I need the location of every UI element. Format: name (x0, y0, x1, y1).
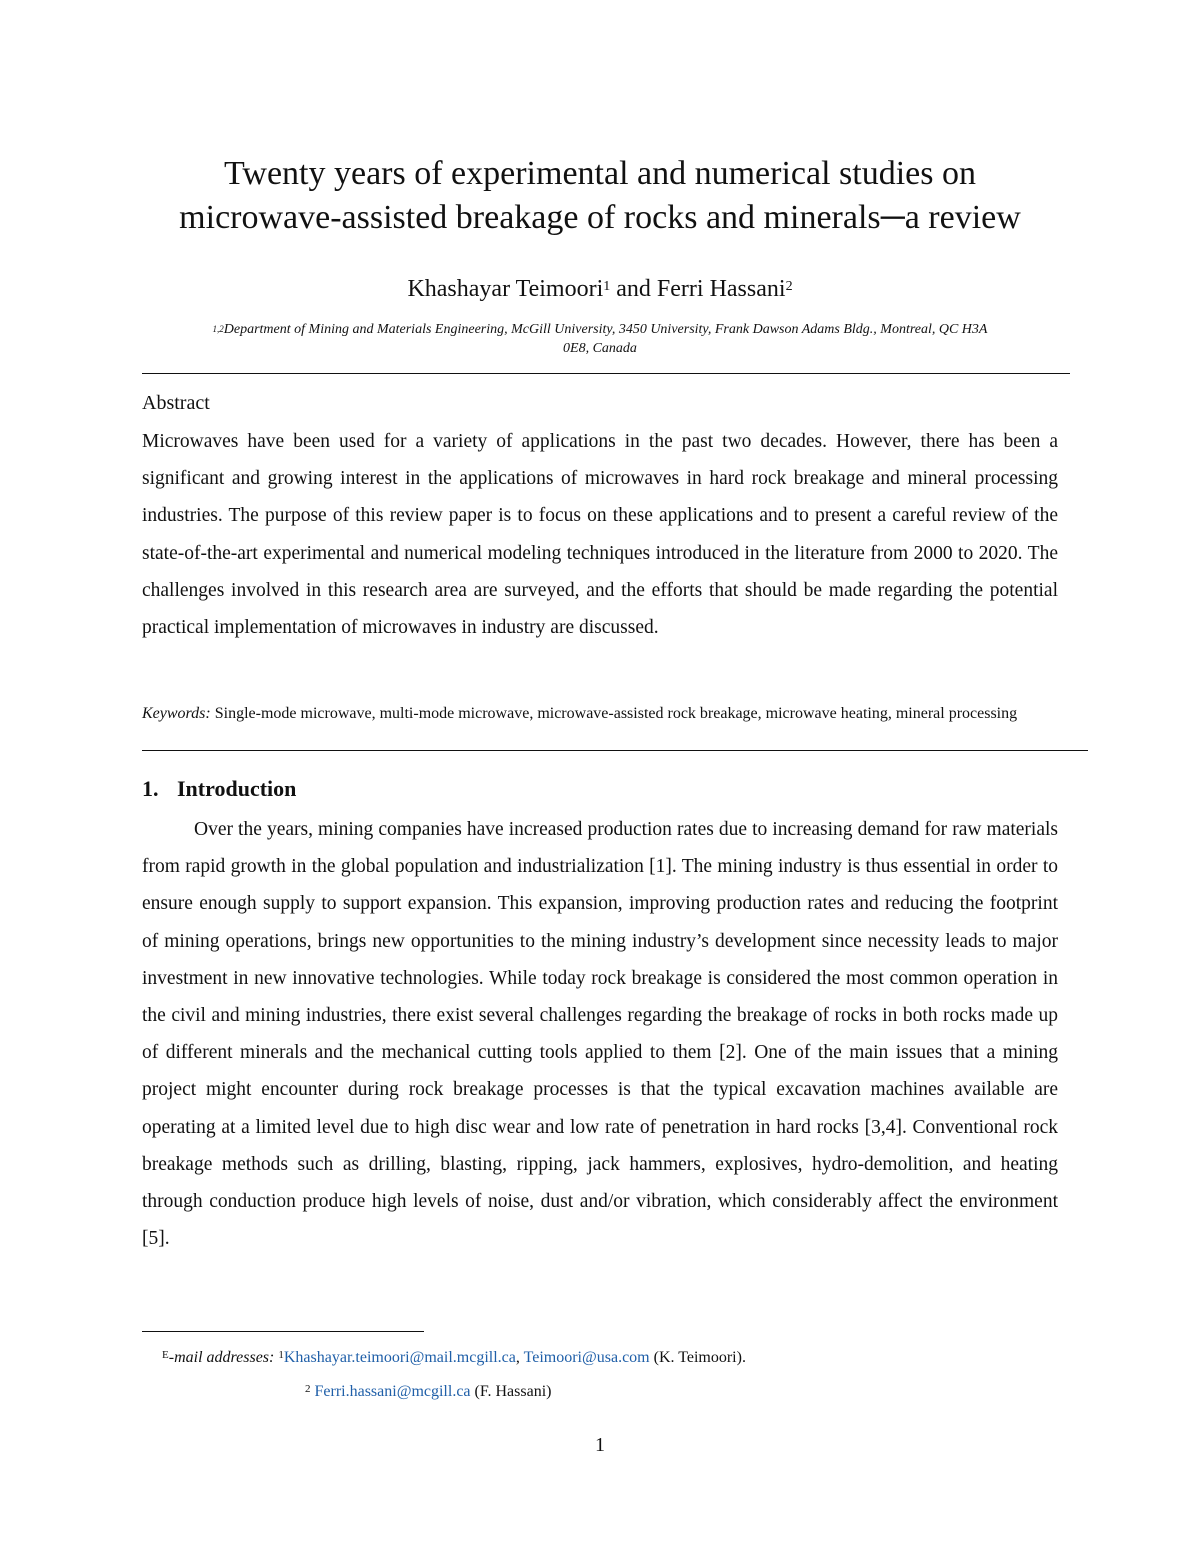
affiliation-line-1: Department of Mining and Materials Engineering, McGill University, 3450 University, Frank Dawson Adams Bldg., Montreal, QC H3A (223, 322, 988, 337)
author-2: Ferri Hassani (656, 276, 786, 302)
introduction-text: Over the years, mining companies have increased production rates due to increasing demand for raw materials from rapid growth in the global population and industrialization [1]. The mining industry is thus essential in order to ensure enough supply to support expansion. This expansion, improving production rates and reducing the footprint of mining operations, brings new opportunities to the mining industry’s development since necessity leads to major investment in new innovative technologies. While today rock breakage is considered the most common operation in the civil and mining industries, there exist several challenges regarding the breakage of rocks in both rocks made up of different minerals and the mechanical cutting tools applied to them [2]. One of the main issues that a mining project might encounter during rock breakage processes is that the typical excavation machines available are operating at a limited level due to high disc wear and low rate of penetration in hard rocks [3,4]. Conventional rock breakage methods such as drilling, blasting, ripping, jack hammers, explosives, hydro-demolition, and heating through conduction produce high levels of noise, dust and/or vibration, which considerably affect the environment [5]. (142, 819, 1058, 1250)
email-link-2[interactable]: Ferri.hassani@mcgill.ca (314, 1383, 471, 1400)
footnote-line-1 (162, 1348, 746, 1368)
footnote-label: -mail addresses: (168, 1349, 275, 1366)
title-line-2: microwave-assisted breakage of rocks and minerals─a review (179, 199, 1021, 236)
footnote-sup-2: 2 (305, 1383, 311, 1395)
abstract-heading: Abstract (142, 392, 210, 414)
keywords (142, 703, 1042, 724)
footnote-line-2 (305, 1382, 551, 1402)
affiliation-mark: 1,2 (212, 324, 224, 334)
keywords-label: Keywords: (142, 705, 211, 722)
abstract-divider (142, 750, 1088, 751)
email-link-1a[interactable]: Khashayar.teimoori@mail.mcgill.ca (283, 1349, 516, 1366)
affiliation (140, 320, 1060, 358)
affiliation-line-2: 0E8, Canada (563, 341, 637, 356)
footnote-divider (142, 1331, 424, 1332)
author-1-affil-mark: 1 (603, 279, 611, 294)
author-1: Khashayar Teimoori (407, 276, 604, 302)
title-line-1: Twenty years of experimental and numerical studies on (224, 155, 976, 192)
section-title: Introduction (177, 776, 297, 801)
author-conjunction: and (610, 276, 657, 302)
section-heading-introduction (142, 774, 296, 804)
author-2-affil-mark: 2 (785, 279, 793, 294)
footnote-marker: E (162, 1349, 169, 1361)
section-number: 1. (142, 776, 159, 801)
footnote-sup-1: 1 (278, 1349, 284, 1361)
footnote-name-1: (K. Teimoori). (649, 1349, 746, 1366)
paper-title (100, 152, 1100, 240)
author-list (0, 274, 1200, 304)
email-link-1b[interactable]: Teimoori@usa.com (523, 1349, 650, 1366)
page-number: 1 (595, 1434, 605, 1456)
abstract-text: Microwaves have been used for a variety of applications in the past two decades. However, there has been a significant and growing interest in the applications of microwaves in hard rock breakage and mineral processing industries. The purpose of this review paper is to focus on these applications and to present a careful review of the state-of-the-art experimental and numerical modeling techniques introduced in the literature from 2000 to 2020. The challenges involved in this research area are surveyed, and the efforts that should be made regarding the potential practical implementation of microwaves in industry are discussed. (142, 431, 1058, 639)
keywords-text: Single-mode microwave, multi-mode microwave, microwave-assisted rock breakage, microwave heating, mineral processing (210, 705, 1018, 722)
header-divider (142, 373, 1070, 374)
footnote-name-2: (F. Hassani) (470, 1383, 552, 1400)
footnote-separator: , (515, 1349, 524, 1366)
